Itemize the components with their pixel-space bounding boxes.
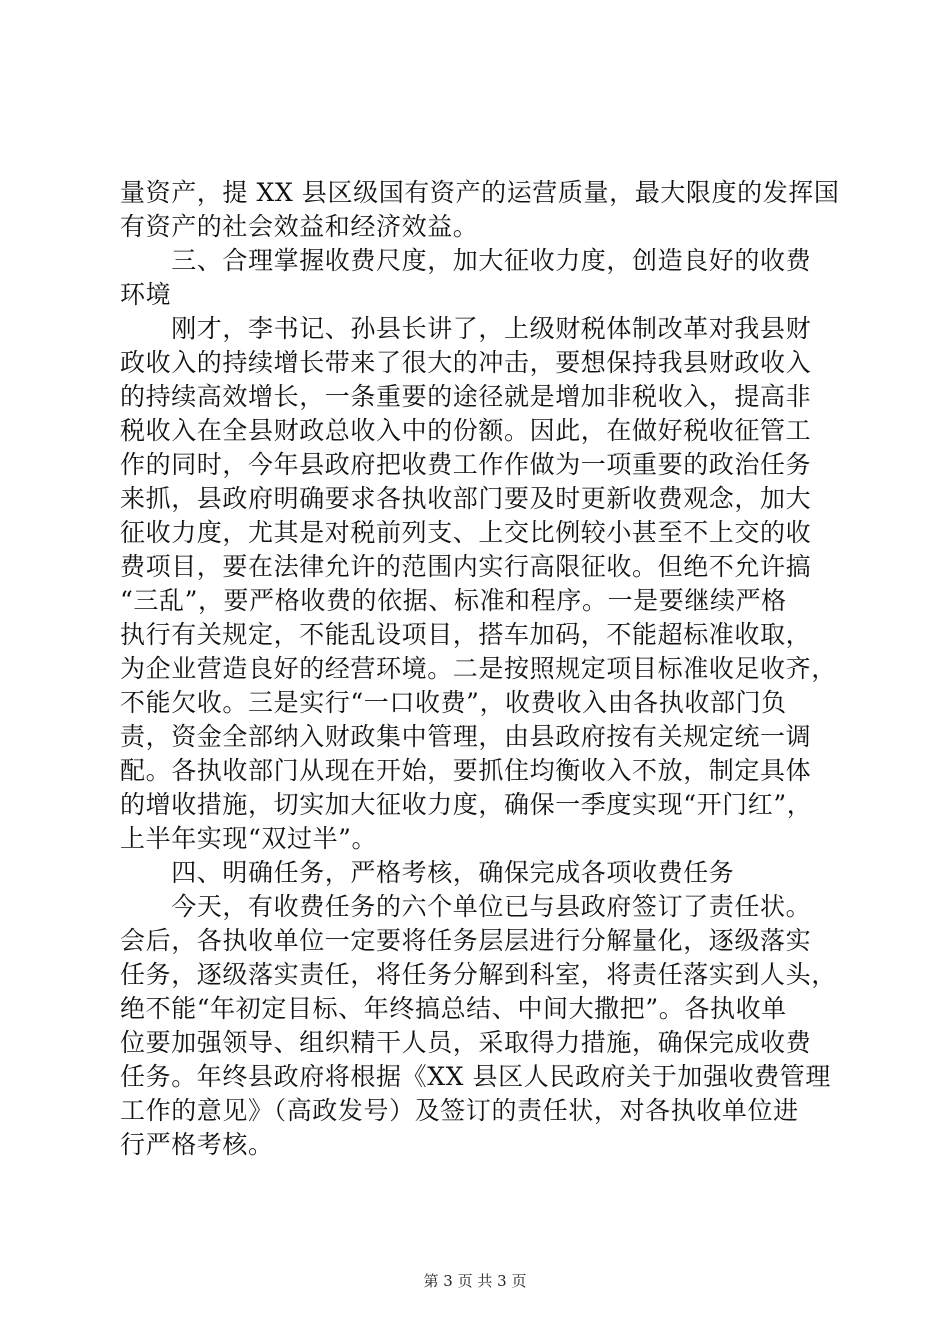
text-line: 不能欠收。三是实行“一口收费”，收费收入由各执收部门负 [120,688,787,717]
section-heading-3-cont: 环境 [120,280,172,309]
text-line: 任务，逐级落实责任，将任务分解到科室，将责任落实到人头， [120,960,837,989]
text-line: 工作的意见》（高政发号）及签订的责任状，对各执收单位进 [120,1096,799,1125]
section-heading-4: 四、明确任务，严格考核，确保完成各项收费任务 [120,858,735,887]
text-line: 任务。年终县政府将根据《XX 县区人民政府关于加强收费管理 [120,1062,831,1091]
text-line: 征收力度，尤其是对税前列支、上交比例较小甚至不上交的收 [120,518,812,547]
text-line: 上半年实现“双过半”。 [120,824,378,853]
page-number-footer: 第 3 页 共 3 页 [423,1272,527,1290]
text-line: 绝不能“年初定目标、年终搞总结、中间大撒把”。各执收单 [120,994,787,1023]
text-line: 行严格考核。 [120,1130,274,1159]
text-line: 政收入的持续增长带来了很大的冲击，要想保持我县财政收入 [120,348,812,377]
text-line: 来抓，县政府明确要求各执收部门要及时更新收费观念，加大 [120,484,812,513]
text-line: 量资产，提 XX 县区级国有资产的运营质量，最大限度的发挥国 [120,178,840,207]
text-line: “三乱”，要严格收费的依据、标准和程序。一是要继续严格 [120,586,787,615]
text-line: 费项目，要在法律允许的范围内实行高限征收。但绝不允许搞 [120,552,812,581]
text-line: 作的同时，今年县政府把收费工作作做为一项重要的政治任务 [120,450,812,479]
document-body [120,176,840,1162]
text-line: 会后，各执收单位一定要将任务层层进行分解量化，逐级落实 [120,926,812,955]
text-line: 刚才，李书记、孙县长讲了，上级财税体制改革对我县财 [120,314,812,343]
text-line: 责，资金全部纳入财政集中管理，由县政府按有关规定统一调 [120,722,812,751]
text-line: 位要加强领导、组织精干人员，采取得力措施，确保完成收费 [120,1028,812,1057]
text-line: 执行有关规定，不能乱设项目，搭车加码，不能超标准收取， [120,620,812,649]
text-line: 的持续高效增长，一条重要的途径就是增加非税收入，提高非 [120,382,812,411]
text-line: 配。各执收部门从现在开始，要抓住均衡收入不放，制定具体 [120,756,812,785]
text-line: 有资产的社会效益和经济效益。 [120,212,479,241]
text-line: 税收入在全县财政总收入中的份额。因此，在做好税收征管工 [120,416,812,445]
text-line: 的增收措施，切实加大征收力度，确保一季度实现“开门红”， [120,790,813,819]
section-heading-3: 三、合理掌握收费尺度，加大征收力度，创造良好的收费 [120,246,812,275]
text-line: 为企业营造良好的经营环境。二是按照规定项目标准收足收齐， [120,654,837,683]
text-line: 今天，有收费任务的六个单位已与县政府签订了责任状。 [120,892,812,921]
